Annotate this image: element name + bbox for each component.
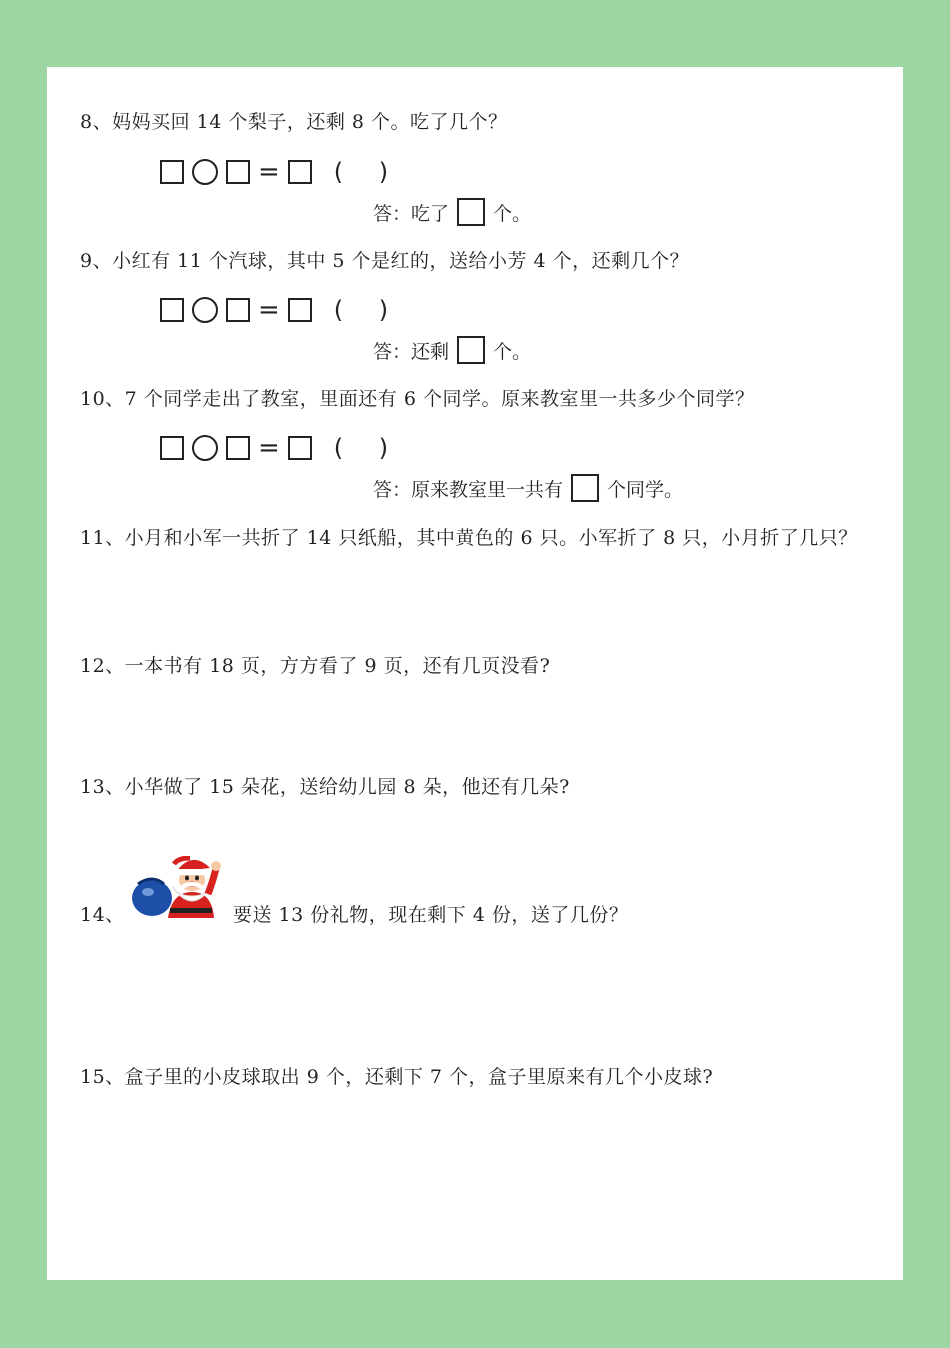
- question-12: 12、一本书有 18 页，方方看了 9 页，还有几页没看?: [80, 655, 551, 677]
- question-10: 10、7 个同学走出了教室，里面还有 6 个同学。原来教室里一共多少个同学？: [80, 388, 755, 410]
- question-9: 9、小红有 11 个汽球，其中 5 个是红的，送给小芳 4 个，还剩几个？: [80, 250, 690, 272]
- answer-box[interactable]: [457, 198, 485, 226]
- equation-template-10: [160, 434, 402, 462]
- answer-suffix: 个。: [493, 340, 532, 363]
- santa-claus-icon: [130, 856, 222, 922]
- blank-box[interactable]: [288, 436, 312, 460]
- answer-box[interactable]: [571, 474, 599, 502]
- blank-box[interactable]: [160, 160, 184, 184]
- operator-circle[interactable]: [192, 435, 218, 461]
- equals-sign: =: [258, 157, 280, 187]
- answer-prefix: 答：还剩: [373, 340, 450, 363]
- equals-sign: =: [258, 433, 280, 463]
- answer-prefix: 答：吃了: [373, 202, 450, 225]
- operator-circle[interactable]: [192, 159, 218, 185]
- equals-sign: =: [258, 295, 280, 325]
- blank-box[interactable]: [288, 160, 312, 184]
- question-14-number: 14、: [80, 904, 125, 926]
- question-11: 11、小月和小军一共折了 14 只纸船，其中黄色的 6 只。小军折了 8 只，小月折了几只？: [80, 527, 858, 549]
- answer-line-10: [373, 474, 683, 502]
- blank-box[interactable]: [226, 160, 250, 184]
- question-13: 13、小华做了 15 朵花，送给幼儿园 8 朵，他还有几朵?: [80, 776, 570, 798]
- unit-parentheses[interactable]: ( ): [333, 296, 403, 324]
- answer-prefix: 答：原来教室里一共有: [373, 478, 564, 501]
- answer-box[interactable]: [457, 336, 485, 364]
- operator-circle[interactable]: [192, 297, 218, 323]
- blank-box[interactable]: [226, 436, 250, 460]
- question-14: 要送 13 份礼物，现在剩下 4 份，送了几份？: [233, 904, 629, 926]
- unit-parentheses[interactable]: ( ): [333, 434, 403, 462]
- answer-suffix: 个。: [493, 202, 532, 225]
- equation-template-9: [160, 296, 402, 324]
- question-8: 8、妈妈买回 14 个梨子，还剩 8 个。吃了几个？: [80, 111, 508, 133]
- equation-template-8: [160, 158, 402, 186]
- blank-box[interactable]: [288, 298, 312, 322]
- blank-box[interactable]: [226, 298, 250, 322]
- answer-suffix: 个同学。: [607, 478, 684, 501]
- unit-parentheses[interactable]: ( ): [333, 158, 403, 186]
- blank-box[interactable]: [160, 298, 184, 322]
- question-15: 15、盒子里的小皮球取出 9 个，还剩下 7 个，盒子里原来有几个小皮球?: [80, 1066, 714, 1088]
- blank-box[interactable]: [160, 436, 184, 460]
- answer-line-9: [373, 336, 531, 364]
- answer-line-8: [373, 198, 531, 226]
